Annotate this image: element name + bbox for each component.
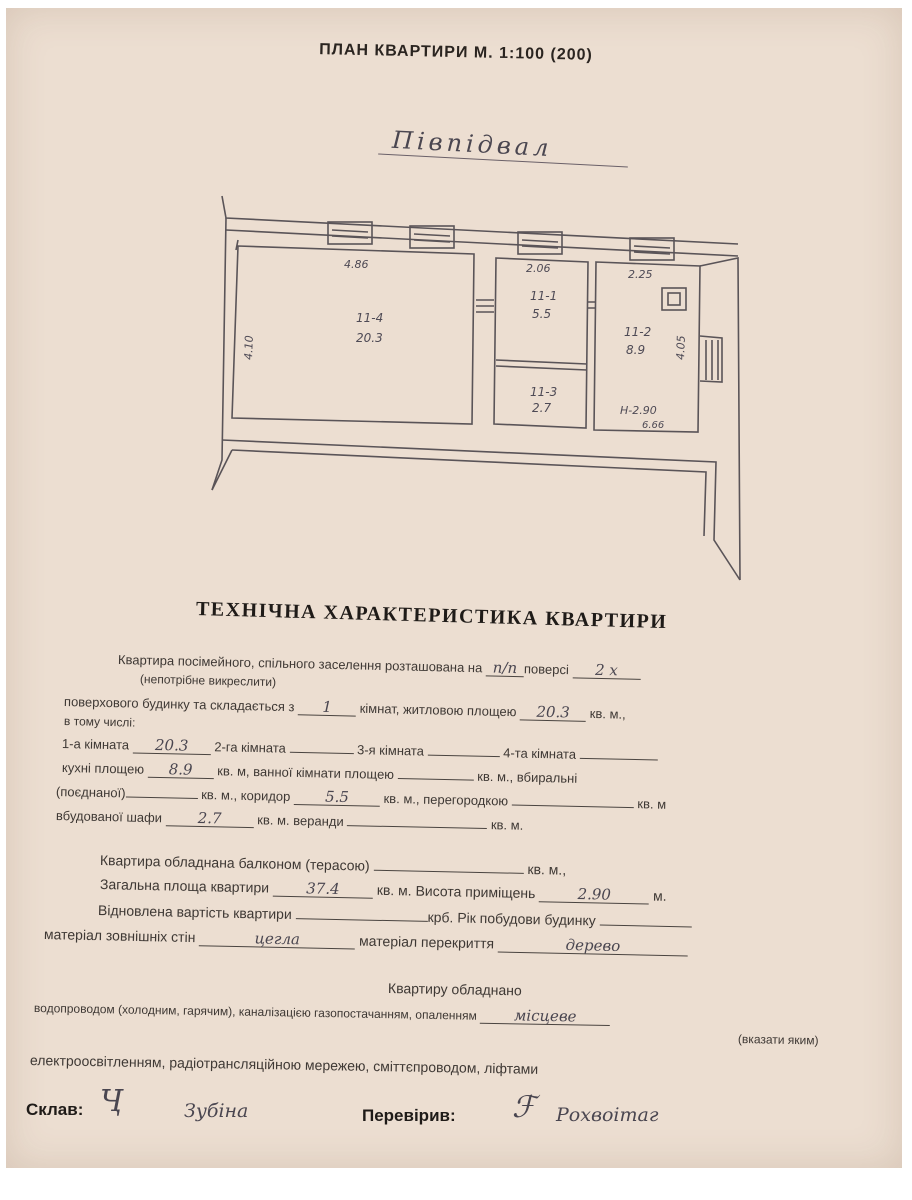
form-text: кв. м., <box>527 860 567 878</box>
toilet-blank <box>125 796 197 799</box>
height-value: 2.90 <box>539 886 649 904</box>
room4-blank <box>580 758 658 761</box>
form-text: (поєднаної) <box>55 784 126 801</box>
height-note: H-2.90 <box>620 404 657 417</box>
form-text: Загальна площа квартири <box>99 876 270 896</box>
checked-name: Рохвоітаг <box>556 1104 659 1126</box>
form-text: кв. м., <box>589 705 626 722</box>
height-note-sub: 6.66 <box>642 420 665 431</box>
room1-value: 20.3 <box>133 737 211 755</box>
form-text: 1-а кімната <box>61 736 130 753</box>
form-text: Квартира обладнана балконом (терасою) <box>99 852 370 874</box>
bathroom-blank <box>398 778 474 781</box>
form-text: кв. м, ванної кімнати площею <box>217 763 395 782</box>
room1-number: 11-4 <box>356 311 384 325</box>
checked-label: Перевірив: <box>362 1106 456 1125</box>
room3-blank <box>427 755 499 758</box>
walls-material-value: цегла <box>199 930 355 949</box>
room4-area: 8.9 <box>626 343 646 357</box>
balcony-blank <box>373 870 523 874</box>
plan-dim-d4: 4.10 <box>242 335 256 361</box>
total-area-value: 37.4 <box>273 881 373 899</box>
ceiling-material-value: дерево <box>498 937 688 957</box>
form-line-4: в тому числі: <box>63 714 136 730</box>
room2-blank <box>289 752 353 754</box>
form-text: 2-га кімната <box>214 739 286 756</box>
form-text: кв. м. Висота приміщень <box>376 881 536 902</box>
composed-label: Склав: <box>26 1100 84 1119</box>
heating-value: місцеве <box>480 1008 610 1026</box>
form-text: матеріал перекриття <box>358 932 495 952</box>
form-line-11 <box>98 902 692 930</box>
form-line-12 <box>44 926 688 956</box>
form-text: 3-я кімната <box>356 742 425 759</box>
form-text: кв. м., вбиральні <box>477 768 578 786</box>
plan-dim-d2: 2.06 <box>526 262 551 275</box>
form-text: кв. м. веранди <box>257 812 344 830</box>
form-text: Відновлена вартість квартири <box>97 902 292 923</box>
form-line-2: (непотрібне викреслити) <box>139 672 277 690</box>
year-blank <box>600 925 692 928</box>
rooms-value: 1 <box>298 699 356 716</box>
form-line-9 <box>100 852 567 878</box>
room3-area: 2.7 <box>532 401 552 415</box>
composed-signature: Ҷ <box>100 1084 123 1119</box>
form-line-13: Квартиру обладнано <box>387 980 522 999</box>
form-text: кв. м. <box>490 817 524 833</box>
form-line-5 <box>62 736 658 764</box>
kitchen-value: 8.9 <box>147 762 213 779</box>
form-line-16: електроосвітленням, радіотрансляційною мережею, сміттєпроводом, ліфтами <box>29 1052 539 1077</box>
characteristics-heading: ТЕХНІЧНА ХАРАКТЕРИСТИКА КВАРТИРИ <box>195 598 668 634</box>
form-text: матеріал зовнішніх стін <box>43 926 196 946</box>
form-text: крб. Рік побудови будинку <box>427 908 596 929</box>
form-text: водопроводом (холодним, гарячим), каналізацією газопостачанням, опаленням <box>33 1001 477 1023</box>
floor-value: п/п <box>486 660 524 677</box>
form-text: Квартира посімейного, спільного заселення розташована на <box>117 652 483 676</box>
corridor-value: 5.5 <box>294 789 380 807</box>
closet-value: 2.7 <box>165 810 253 828</box>
form-text: поверхового будинку та складається з <box>63 694 295 715</box>
plan-dim-d5: 4.05 <box>674 335 688 361</box>
form-text: кв. м., перегородкою <box>383 790 509 809</box>
form-text: кв. м., коридор <box>201 787 291 804</box>
composed-name: Зубіна <box>184 1100 249 1122</box>
plan-dim-d3: 2.25 <box>628 268 653 281</box>
room2-number: 11-1 <box>530 289 558 303</box>
form-line-10 <box>100 876 667 905</box>
living-area-value: 20.3 <box>520 704 586 721</box>
form-text: кухні площею <box>61 760 145 777</box>
form-text: поверсі <box>523 661 569 678</box>
floor-note: Півпідвал <box>391 125 554 163</box>
partition-blank <box>512 805 634 809</box>
floors-value: 2 х <box>572 662 640 680</box>
form-text: 4-та кімната <box>503 745 577 762</box>
room4-number: 11-2 <box>624 325 652 339</box>
form-text: м. <box>652 887 667 904</box>
room3-number: 11-3 <box>530 385 558 399</box>
checked-signature: ℱ <box>512 1090 536 1125</box>
form-text: вбудованої шафи <box>55 808 163 826</box>
form-line-14 <box>34 1000 610 1026</box>
form-line-3 <box>64 694 626 723</box>
form-line-8 <box>56 808 524 834</box>
form-text: кімнат, житловою площею <box>359 700 517 720</box>
room2-area: 5.5 <box>532 307 552 321</box>
form-text: кв. м <box>637 796 667 812</box>
form-line-7 <box>56 784 666 813</box>
plan-title: ПЛАН КВАРТИРИ М. 1:100 (200) <box>319 41 593 64</box>
room1-area: 20.3 <box>356 331 383 345</box>
form-line-6 <box>62 760 578 787</box>
form-line-15: (вказати яким) <box>737 1032 819 1048</box>
veranda-blank <box>347 825 487 829</box>
plan-dim-d1: 4.86 <box>344 258 369 271</box>
cost-blank <box>296 918 428 922</box>
